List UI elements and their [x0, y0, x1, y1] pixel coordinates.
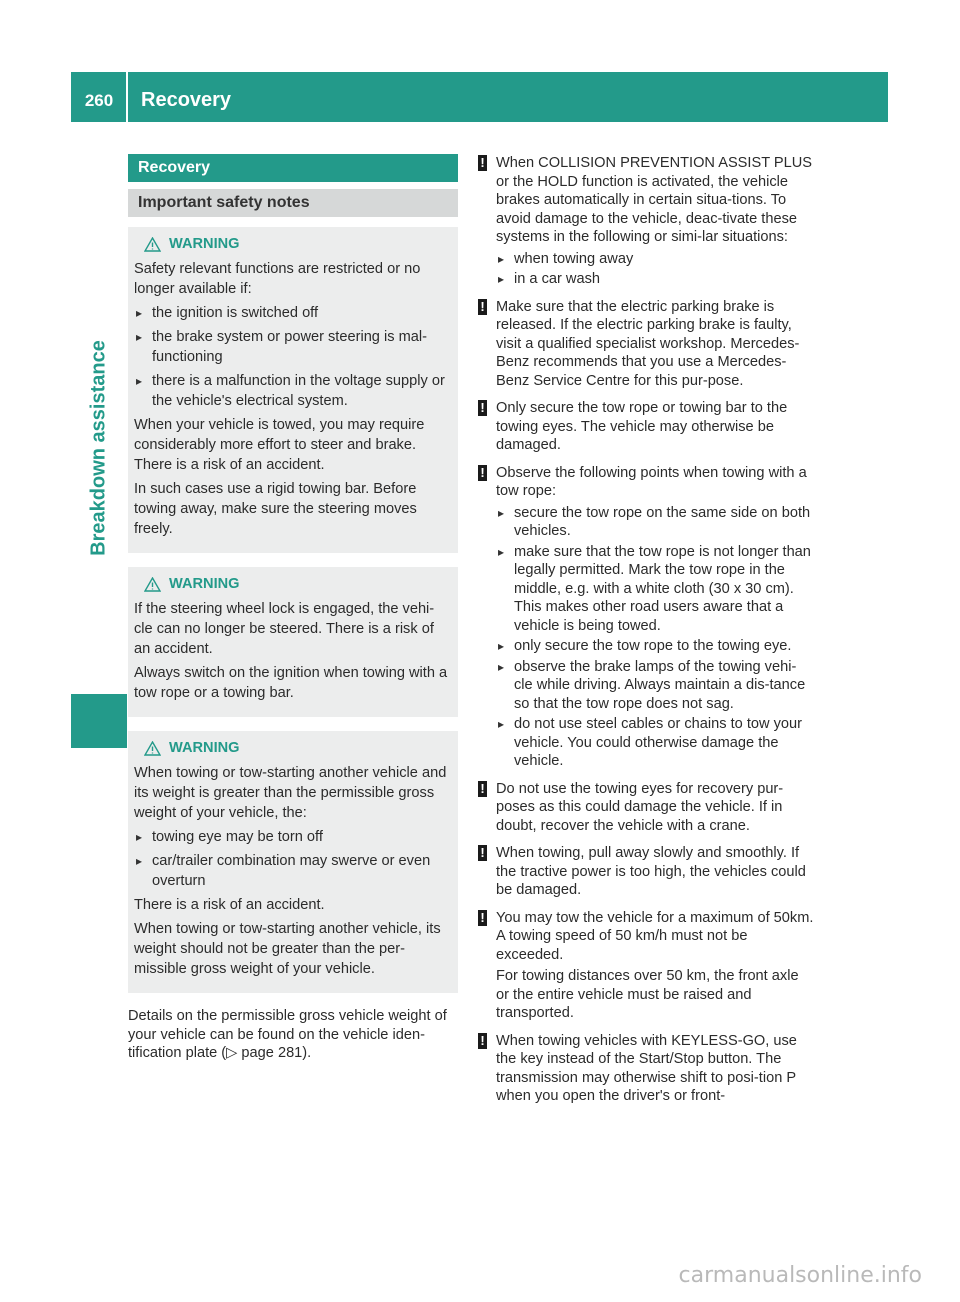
- header-separator: [126, 72, 128, 122]
- warning-box: [128, 567, 458, 717]
- watermark: carmanualsonline.info: [678, 1263, 922, 1288]
- note-bullet-list: [496, 250, 814, 289]
- warning-triangle-icon: [144, 741, 161, 756]
- warning-paragraph: When your vehicle is towed, you may require considerably more effort to steer and brake. There is a risk of an accident.: [134, 417, 425, 473]
- caution-icon: !: [478, 155, 487, 171]
- note-text: Make sure that the electric parking brake is released. If the electric parking brake is faulty, visit a qualified specialist workshop. Mercedes-Benz recommends that you use a Mercedes-Benz Service Centre for this pur-pose.: [496, 298, 800, 389]
- subsection-title: Important safety notes: [128, 189, 458, 217]
- caution-icon: !: [478, 845, 487, 861]
- note-text: When towing, pull away slowly and smoothly. If the tractive power is too high, the vehicles could be damaged.: [496, 845, 806, 898]
- warning-paragraph: In such cases use a rigid towing bar. Before towing away, make sure the steering moves freely.: [134, 481, 417, 537]
- note-extra: For towing distances over 50 km, the front axle or the entire vehicle must be raised and transported.: [496, 968, 799, 1021]
- note-text: When towing vehicles with KEYLESS-GO, use the key instead of the Start/Stop button. The transmission may otherwise shift to posi-tion P when you open the driver's or front-: [496, 1032, 797, 1104]
- note-text: Do not use the towing eyes for recovery pur-poses as this could damage the vehicle. If in doubt, recover the vehicle with a crane.: [496, 780, 784, 834]
- side-tab-marker: [71, 694, 127, 748]
- note-bullet: ▸ make sure that the tow rope is not longer than legally permitted. Mark the tow rope in the middle, e.g. with a white cloth (30 x 30 cm). This makes other road users aware that a vehicle is being towed.: [496, 543, 814, 636]
- note-bullet: ▸ in a car wash: [496, 270, 814, 289]
- warning-bullet-list: [134, 303, 452, 411]
- caution-icon: !: [478, 299, 487, 315]
- warning-bullet: ▸ there is a malfunction in the voltage supply or the vehicle's electrical system.: [134, 371, 452, 411]
- warning-heading: [134, 737, 452, 759]
- caution-note: [478, 909, 814, 1023]
- warning-bullet-list: [134, 827, 452, 891]
- left-column: [128, 154, 458, 1063]
- warning-heading: [134, 573, 452, 595]
- side-tab-label: Breakdown assistance: [87, 340, 110, 556]
- note-bullet-list: [496, 504, 814, 771]
- warning-intro: When towing or tow-starting another vehicle and its weight is greater than the permissible gross weight of your vehicle, the:: [134, 765, 447, 821]
- caution-icon: !: [478, 465, 487, 481]
- page-header: [71, 72, 888, 122]
- note-text: You may tow the vehicle for a maximum of 50km. A towing speed of 50 km/h must not be exceeded.: [496, 909, 814, 963]
- caution-note: [478, 844, 814, 900]
- notes-container: [478, 154, 814, 1106]
- caution-note: [478, 399, 814, 455]
- note-bullet: ▸ do not use steel cables or chains to tow your vehicle. You could otherwise damage the vehicle.: [496, 715, 814, 771]
- note-text: Observe the following points when towing with a tow rope:: [496, 464, 807, 499]
- warning-bullet: ▸ car/trailer combination may swerve or even overturn: [134, 851, 452, 891]
- note-bullet: ▸ when towing away: [496, 250, 814, 269]
- warning-heading: [134, 233, 452, 255]
- warning-triangle-icon: [144, 577, 161, 592]
- caution-note: [478, 154, 814, 289]
- warning-bullet: ▸ the brake system or power steering is mal-functioning: [134, 327, 452, 367]
- warning-bullet: ▸ the ignition is switched off: [134, 303, 452, 323]
- caution-icon: !: [478, 1033, 487, 1049]
- caution-note: [478, 780, 814, 836]
- caution-note: [478, 298, 814, 391]
- warnings-container: [128, 227, 458, 993]
- warning-bullet: ▸ towing eye may be torn off: [134, 827, 452, 847]
- note-bullet: ▸ secure the tow rope on the same side on both vehicles.: [496, 504, 814, 541]
- page-number: 260: [84, 91, 114, 110]
- warning-box: [128, 731, 458, 993]
- warning-intro: Safety relevant functions are restricted or no longer available if:: [134, 261, 421, 297]
- warning-box: [128, 227, 458, 553]
- note-bullet: ▸ only secure the tow rope to the towing eye.: [496, 637, 814, 656]
- warning-triangle-icon: [144, 237, 161, 252]
- warning-paragraph: There is a risk of an accident.: [134, 897, 325, 913]
- note-text: When COLLISION PREVENTION ASSIST PLUS or the HOLD function is activated, the vehicle brakes automatically in certain situa-tions. To avoid damage to the vehicle, deac-tivate these systems in the following or simi-lar situations:: [496, 155, 813, 245]
- caution-icon: !: [478, 400, 487, 416]
- warning-paragraph: Always switch on the ignition when towing with a tow rope or a towing bar.: [134, 665, 448, 701]
- warning-label: WARNING: [169, 236, 240, 252]
- section-title: Recovery: [128, 154, 458, 182]
- header-title: Recovery: [141, 89, 232, 111]
- warning-paragraph: When towing or tow-starting another vehicle, its weight should not be greater than the per-missible gross weight of your vehicle.: [134, 921, 441, 977]
- caution-note: [478, 464, 814, 771]
- warning-intro: If the steering wheel lock is engaged, the vehi-cle can no longer be steered. There is a risk of an accident.: [134, 601, 435, 657]
- warning-label: WARNING: [169, 576, 240, 592]
- warning-label: WARNING: [169, 740, 240, 756]
- note-text: Only secure the tow rope or towing bar to the towing eyes. The vehicle may otherwise be damaged.: [496, 400, 788, 453]
- details-paragraph: Details on the permissible gross vehicle weight of your vehicle can be found on the vehicle iden-tification plate (▷ page 281).: [128, 1008, 447, 1061]
- right-column: [478, 154, 814, 1115]
- caution-icon: !: [478, 781, 487, 797]
- note-bullet: ▸ observe the brake lamps of the towing vehi-cle while driving. Always maintain a dis-tance so that the tow rope does not sag.: [496, 658, 814, 714]
- caution-icon: !: [478, 910, 487, 926]
- caution-note: [478, 1032, 814, 1106]
